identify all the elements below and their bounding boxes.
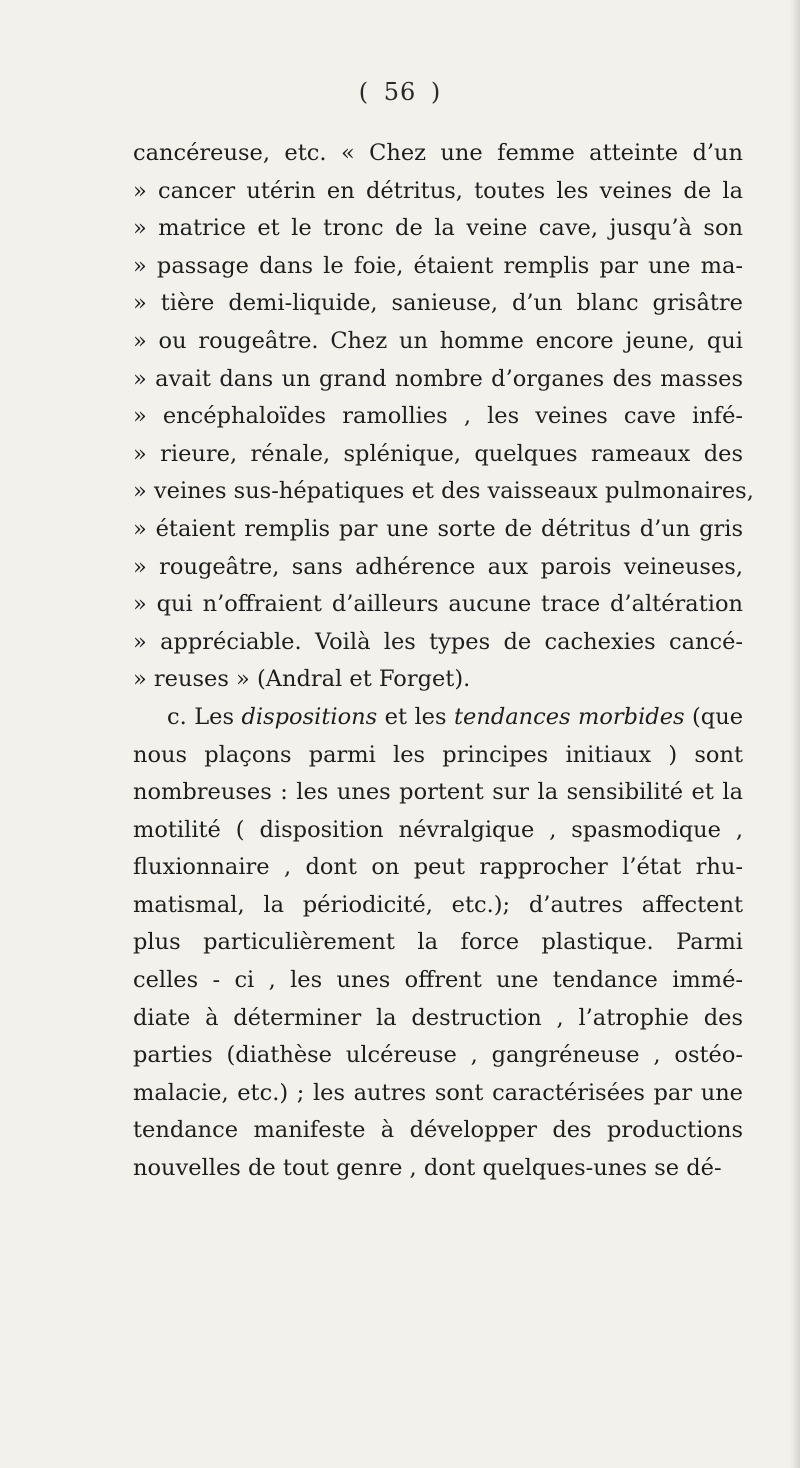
text-line: » matrice et le tronc de la veine cave, jusqu’à son: [133, 215, 743, 242]
text-line: nous plaçons parmi les principes initiaux ) sont: [133, 741, 743, 768]
text-line: » ou rougeâtre. Chez un homme encore jeune, qui: [133, 327, 743, 354]
text-line: celles - ci , les unes offrent une tendance immé-: [133, 967, 743, 994]
paragraph-c-text: et les: [377, 703, 454, 730]
text-line: parties (diathèse ulcéreuse , gangréneuse , ostéo-: [133, 1042, 743, 1069]
paragraph-c-text: (que: [684, 703, 744, 730]
paragraph-c-italic-dispositions: dispositions: [241, 703, 378, 730]
text-line: » qui n’offraient d’ailleurs aucune trace d’altération: [133, 591, 743, 618]
paragraph-c-label: c.: [167, 703, 187, 730]
page-number-open-paren: (: [358, 78, 370, 106]
text-line: » appréciable. Voilà les types de cachexies cancé-: [133, 628, 743, 655]
body-text: [133, 135, 754, 1188]
paragraph-c-first-line: [133, 699, 743, 737]
text-line: plus particulièrement la force plastique. Parmi: [133, 929, 743, 956]
page-number-value: 56: [383, 78, 417, 106]
text-line: diate à déterminer la destruction , l’atrophie des: [133, 1004, 743, 1031]
text-line: matismal, la périodicité, etc.); d’autres affectent: [133, 891, 743, 918]
text-line: malacie, etc.) ; les autres sont caractérisées par une: [133, 1079, 743, 1106]
text-line: » veines sus-hépatiques et des vaisseaux pulmonaires,: [133, 478, 754, 505]
text-line: » avait dans un grand nombre d’organes des masses: [133, 365, 743, 392]
text-line: » encéphaloïdes ramollies , les veines cave infé-: [133, 403, 743, 430]
paragraph-c-italic-tendances: tendances morbides: [453, 703, 685, 730]
text-line: » tière demi-liquide, sanieuse, d’un blanc grisâtre: [133, 290, 743, 317]
text-line: nombreuses : les unes portent sur la sensibilité et la: [133, 779, 743, 806]
text-line: cancéreuse, etc. « Chez une femme atteinte d’un: [133, 140, 743, 166]
text-line: nouvelles de tout genre , dont quelques-unes se dé-: [133, 1155, 722, 1182]
page-edge-shadow: [790, 0, 800, 1468]
text-line: » reuses » (Andral et Forget).: [133, 666, 471, 693]
paragraph-c-text: Les: [186, 703, 242, 730]
text-line: tendance manifeste à développer des productions: [133, 1117, 743, 1144]
text-line: fluxionnaire , dont on peut rapprocher l’état rhu-: [133, 854, 743, 881]
page-number: [0, 78, 800, 106]
text-line: » rieure, rénale, splénique, quelques rameaux des: [133, 440, 743, 467]
text-line: » passage dans le foie, étaient remplis par une ma-: [133, 252, 743, 279]
text-line: motilité ( disposition névralgique , spasmodique ,: [133, 816, 743, 843]
text-line: » rougeâtre, sans adhérence aux parois veineuses,: [133, 553, 743, 580]
page-number-close-paren: ): [430, 78, 442, 106]
text-line: » étaient remplis par une sorte de détritus d’un gris: [133, 515, 743, 542]
text-line: » cancer utérin en détritus, toutes les veines de la: [133, 177, 743, 204]
